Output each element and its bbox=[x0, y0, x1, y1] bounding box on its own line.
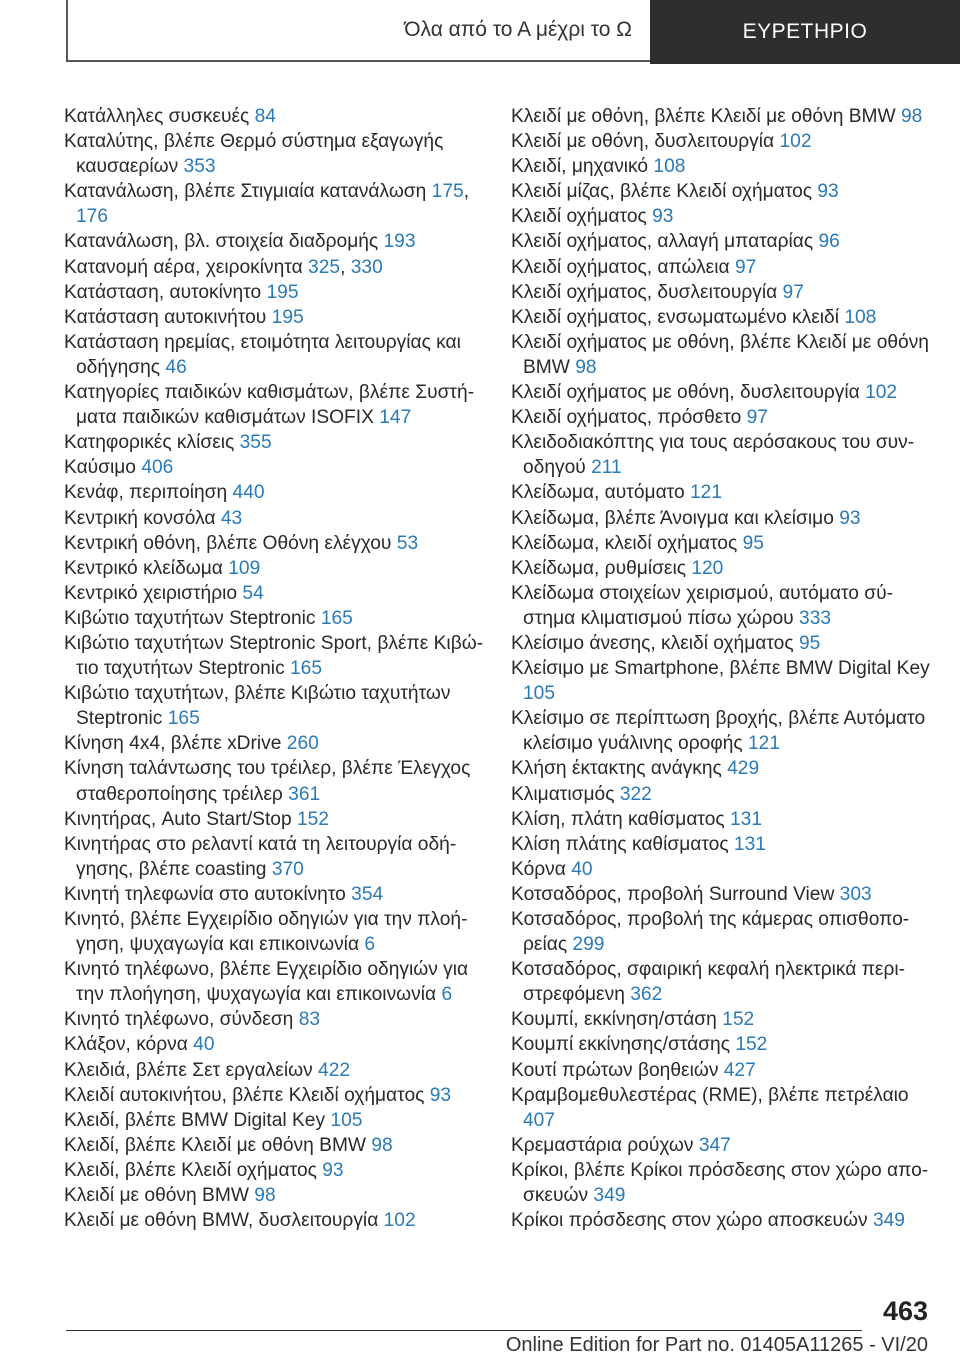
page-reference-link[interactable]: 108 bbox=[653, 156, 686, 178]
index-entry-label: Κλειδί οχήματος με οθόνη, βλέπε Κλειδί με οθόνη BMW bbox=[511, 331, 929, 378]
index-entry bbox=[64, 1208, 484, 1233]
index-entry-label: Κατανομή αέρα, χειροκίνητα bbox=[64, 256, 303, 278]
page-reference-link[interactable]: 152 bbox=[722, 1009, 755, 1031]
index-entry bbox=[511, 1032, 931, 1057]
index-entry bbox=[64, 556, 484, 581]
page-reference-link[interactable]: 333 bbox=[799, 607, 832, 629]
index-entry bbox=[511, 857, 931, 882]
page-reference-link[interactable]: 361 bbox=[288, 783, 321, 805]
page-reference-link[interactable]: 97 bbox=[746, 407, 768, 429]
index-column-left bbox=[64, 104, 484, 1233]
index-entry-label: Κλειδί οχήματος, αλλαγή μπαταρίας bbox=[511, 231, 814, 253]
page-reference-link[interactable]: 84 bbox=[254, 106, 276, 127]
index-entry-label: Κλειδί οχήματος bbox=[511, 206, 647, 228]
page-reference-link[interactable]: 303 bbox=[839, 883, 872, 905]
index-entry bbox=[64, 1007, 484, 1032]
page-reference-link[interactable]: 353 bbox=[183, 156, 216, 178]
index-entry-label: Κλειδί, μηχανικό bbox=[511, 156, 649, 178]
index-entry bbox=[511, 480, 931, 505]
index-entry bbox=[64, 756, 484, 806]
page-header bbox=[66, 0, 960, 62]
index-entry bbox=[64, 330, 484, 380]
page-reference-link[interactable]: 175 bbox=[431, 181, 464, 203]
index-entry bbox=[64, 455, 484, 480]
index-entry-label: Κλείδωμα, ρυθμίσεις bbox=[511, 557, 686, 579]
chapter-tab[interactable]: ΕΥΡΕΤΗΡΙΟ bbox=[650, 0, 960, 64]
index-entry-label: Κλείσιμο με Smartphone, βλέπε BMW Digital Key bbox=[511, 658, 930, 680]
index-entry-label: Κατάλληλες συσκευές bbox=[64, 106, 250, 127]
index-entry-label: Κλειδί οχήματος, πρόσθετο bbox=[511, 407, 742, 429]
index-entry-label: Κουμπί, εκκίνηση/στάση bbox=[511, 1009, 717, 1031]
page-reference-link[interactable]: 131 bbox=[733, 833, 766, 855]
page-reference-link[interactable]: 53 bbox=[396, 532, 419, 554]
page-reference-link[interactable]: 347 bbox=[698, 1134, 731, 1156]
index-entry-label: Κλειδοδιακόπτης για τους αερόσακους του συνοδηγού bbox=[511, 432, 915, 479]
page-reference-link[interactable]: 6 bbox=[364, 934, 376, 956]
page-reference-link[interactable]: 93 bbox=[652, 206, 674, 228]
index-entry bbox=[64, 229, 484, 254]
index-entry-label: Κλιματισμός bbox=[511, 783, 615, 805]
index-entry-label: Κλειδιά, βλέπε Σετ εργαλείων bbox=[64, 1059, 313, 1081]
index-entry-label: Κλειδί με οθόνη BMW bbox=[64, 1185, 249, 1207]
index-entry bbox=[511, 1058, 931, 1083]
page-reference-link[interactable]: 299 bbox=[572, 934, 605, 956]
index-entry-label: Κλήση έκτακτης ανάγκης bbox=[511, 758, 722, 780]
index-entry bbox=[511, 154, 931, 179]
page-reference-link[interactable]: 422 bbox=[318, 1059, 351, 1081]
page-reference-link[interactable]: 349 bbox=[593, 1185, 626, 1207]
index-entry bbox=[511, 380, 931, 405]
index-entry-label: Κατανάλωση, βλ. στοιχεία διαδρομής bbox=[64, 231, 379, 253]
index-entry bbox=[511, 405, 931, 430]
index-entry: Κατανομή αέρα, χειροκίνητα 325, 330 bbox=[64, 256, 383, 278]
page-reference-link[interactable]: 427 bbox=[723, 1059, 756, 1081]
index-entry bbox=[511, 957, 931, 1007]
page-reference-link[interactable]: 97 bbox=[734, 256, 757, 278]
page-reference-link[interactable]: 325 bbox=[308, 256, 341, 278]
index-entry bbox=[511, 531, 931, 556]
section-title: Όλα από το Α μέχρι το Ω bbox=[66, 0, 650, 62]
page-reference-link[interactable]: 105 bbox=[330, 1109, 363, 1131]
index-entry: Κατανάλωση, βλέπε Στιγμιαία κατανάλωση 175, 176 bbox=[64, 181, 470, 228]
page-reference-link[interactable]: 93 bbox=[817, 181, 839, 203]
page-reference-link[interactable]: 98 bbox=[575, 356, 597, 378]
index-entry-label: Κλειδί, βλέπε BMW Digital Key bbox=[64, 1109, 326, 1131]
index-entry-label: Κιβώτιο ταχυτήτων, βλέπε Κιβώτιο ταχυτήτων Steptronic bbox=[64, 683, 451, 730]
index-entry-label: Κινητήρας στο ρελαντί κατά τη λειτουργία οδήγησης, βλέπε coasting bbox=[64, 833, 457, 880]
page-reference-link[interactable]: 195 bbox=[271, 306, 304, 328]
index-entry bbox=[511, 581, 931, 631]
page-reference-link[interactable]: 40 bbox=[193, 1034, 215, 1056]
page-reference-link[interactable]: 406 bbox=[141, 457, 174, 479]
index-entry-label: Κινητήρας, Auto Start/Stop bbox=[64, 808, 292, 830]
index-entry-label: Κλείσιμο σε περίπτωση βροχής, βλέπε Αυτόματο κλείσιμο γυάλινης οροφής bbox=[511, 708, 926, 755]
edition-footer: Online Edition for Part no. 01405A11265 - VI/20 bbox=[505, 1334, 928, 1356]
index-entry-label: Κόρνα bbox=[511, 858, 566, 880]
page-reference-link[interactable]: 6 bbox=[441, 984, 453, 1006]
index-entry bbox=[511, 907, 931, 957]
page-reference-link[interactable]: 43 bbox=[220, 507, 243, 529]
index-entry bbox=[511, 1007, 931, 1032]
index-entry-label: Κλειδί με οθόνη BMW, δυσλειτουργία bbox=[64, 1210, 379, 1232]
footer-divider bbox=[66, 1330, 862, 1331]
page-reference-link[interactable]: 147 bbox=[379, 407, 412, 429]
index-entry bbox=[64, 280, 484, 305]
index-entry-label: Κατηγορίες παιδικών καθισμάτων, βλέπε Συστήματα παιδικών καθισμάτων ISOFIX bbox=[64, 382, 475, 429]
index-entry bbox=[511, 280, 931, 305]
index-entry bbox=[64, 681, 484, 731]
index-entry bbox=[511, 229, 931, 254]
page-reference-link[interactable]: 120 bbox=[691, 557, 724, 579]
index-entry bbox=[511, 556, 931, 581]
index-entry-label: Κατάσταση αυτοκινήτου bbox=[64, 306, 267, 328]
index-entry-label: Κρίκοι, βλέπε Κρίκοι πρόσδεσης στον χώρο αποσκευών bbox=[511, 1159, 929, 1207]
page-reference-link[interactable]: 95 bbox=[742, 532, 764, 554]
index-entry-label: Κρίκοι πρόσδεσης στον χώρο αποσκευών bbox=[511, 1210, 868, 1232]
index-entry bbox=[64, 631, 484, 681]
index-entry-label: Κλειδί, βλέπε Κλειδί με οθόνη BMW bbox=[64, 1134, 367, 1156]
page-reference-link[interactable]: 96 bbox=[818, 231, 840, 253]
page-reference-link[interactable]: 105 bbox=[523, 683, 556, 705]
index-entry-label: Κατανάλωση, βλέπε Στιγμιαία κατανάλωση bbox=[64, 181, 427, 203]
index-entry bbox=[64, 480, 484, 505]
index-entry-label: Κλειδί με οθόνη, βλέπε Κλειδί με οθόνη BMW bbox=[511, 106, 896, 127]
page-reference-link[interactable]: 83 bbox=[298, 1009, 321, 1031]
index-entry-label: Κουτί πρώτων βοηθειών bbox=[511, 1059, 719, 1081]
index-entry-label: Κλειδί οχήματος, δυσλειτουργία bbox=[511, 281, 778, 303]
index-entry bbox=[511, 782, 931, 807]
index-entry bbox=[511, 706, 931, 756]
page-reference-link[interactable]: 349 bbox=[872, 1210, 905, 1232]
page-reference-link[interactable]: 97 bbox=[782, 281, 804, 303]
index-entry bbox=[64, 506, 484, 531]
index-entry-label: Κενάφ, περιποίηση bbox=[64, 482, 228, 504]
index-entry-label: Κοτσαδόρος, προβολή της κάμερας οπισθοπορείας bbox=[511, 909, 910, 956]
index-entry-label: Κατάσταση, αυτοκίνητο bbox=[64, 281, 262, 303]
index-entry-label: Κλάξον, κόρνα bbox=[64, 1034, 188, 1056]
index-entry-label: Κρεμαστάρια ρούχων bbox=[511, 1134, 694, 1156]
page-reference-link[interactable]: 109 bbox=[228, 557, 261, 579]
page-reference-link[interactable]: 440 bbox=[232, 482, 265, 504]
page-reference-link[interactable]: 40 bbox=[571, 858, 593, 880]
index-entry bbox=[511, 179, 931, 204]
index-entry bbox=[64, 531, 484, 556]
index-entry bbox=[511, 656, 931, 706]
index-entry bbox=[64, 882, 484, 907]
page-reference-link[interactable]: 121 bbox=[690, 482, 723, 504]
index-entry-label: Κίνηση 4x4, βλέπε xDrive bbox=[64, 733, 282, 755]
index-entry bbox=[511, 756, 931, 781]
index-entry-label: Κλείδωμα, βλέπε Άνοιγμα και κλείσιμο bbox=[511, 507, 834, 529]
index-entry-label: Κεντρική κονσόλα bbox=[64, 507, 216, 529]
index-entry-label: Κλειδί μίζας, βλέπε Κλειδί οχήματος bbox=[511, 181, 813, 203]
page-reference-link[interactable]: 98 bbox=[254, 1185, 276, 1207]
index-entry bbox=[64, 1083, 484, 1108]
page-reference-link[interactable]: 193 bbox=[383, 231, 416, 253]
index-entry-label: Κουμπί εκκίνησης/στάσης bbox=[511, 1034, 730, 1056]
page-reference-link[interactable]: 152 bbox=[296, 808, 329, 830]
index-entry-label: Κλειδί οχήματος, ενσωματωμένο κλειδί bbox=[511, 306, 839, 328]
index-entry bbox=[64, 380, 484, 430]
page-reference-link[interactable]: 407 bbox=[523, 1109, 556, 1131]
page-reference-link[interactable]: 102 bbox=[779, 131, 812, 153]
index-entry bbox=[64, 1032, 484, 1057]
page-reference-link[interactable]: 322 bbox=[619, 783, 652, 805]
page-reference-link[interactable]: 370 bbox=[271, 858, 304, 880]
page-reference-link[interactable]: 102 bbox=[383, 1210, 416, 1232]
page-reference-link[interactable]: 211 bbox=[591, 457, 622, 479]
page-reference-link[interactable]: 362 bbox=[630, 984, 663, 1006]
index-entry bbox=[511, 330, 931, 380]
page-reference-link[interactable]: 429 bbox=[727, 758, 760, 780]
page-reference-link[interactable]: 46 bbox=[165, 356, 187, 378]
page-reference-link[interactable]: 102 bbox=[865, 382, 898, 404]
page-reference-link[interactable]: 131 bbox=[730, 808, 763, 830]
index-entry-label: Κινητό τηλέφωνο, βλέπε Εγχειρίδιο οδηγιών για την πλοήγηση, ψυχαγωγία και επικοινωνία bbox=[64, 959, 469, 1006]
page-reference-link[interactable]: 195 bbox=[266, 281, 299, 303]
index-entry bbox=[511, 305, 931, 330]
index-entry-label: Κλίση, πλάτη καθίσματος bbox=[511, 808, 725, 830]
page-reference-link[interactable]: 54 bbox=[242, 582, 264, 604]
page-reference-link[interactable]: 93 bbox=[322, 1159, 344, 1181]
page-reference-link[interactable]: 165 bbox=[167, 708, 200, 730]
page-reference-link[interactable]: 355 bbox=[239, 432, 272, 454]
page-reference-link[interactable]: 165 bbox=[320, 607, 353, 629]
index-entry bbox=[511, 104, 931, 129]
index-entry-label: Κλείδωμα στοιχείων χειρισμού, αυτόματο σύστημα κλιματισμού πίσω χώρου bbox=[511, 582, 894, 629]
index-entry-label: Κοτσαδόρος, προβολή Surround View bbox=[511, 883, 835, 905]
index-entry bbox=[511, 430, 931, 480]
index-entry bbox=[511, 882, 931, 907]
index-entry bbox=[64, 832, 484, 882]
index-entry-label: Κεντρικό χειριστήριο bbox=[64, 582, 238, 604]
page-reference-link[interactable]: 108 bbox=[844, 306, 877, 328]
index-entry-label: Κεντρικό κλείδωμα bbox=[64, 557, 223, 579]
page-reference-link[interactable]: 354 bbox=[351, 883, 384, 905]
index-entry bbox=[64, 907, 484, 957]
index-entry-label: Κινητή τηλεφωνία στο αυτοκίνητο bbox=[64, 883, 346, 905]
index-entry bbox=[64, 104, 484, 129]
index-entry bbox=[511, 832, 931, 857]
index-entry bbox=[64, 731, 484, 756]
page-reference-link[interactable]: 98 bbox=[900, 106, 923, 127]
index-entry bbox=[511, 1208, 931, 1233]
index-entry-label: Καύσιμο bbox=[64, 457, 136, 479]
index-entry-label: Κλειδί οχήματος, απώλεια bbox=[511, 256, 730, 278]
index-entry-label: Κοτσαδόρος, σφαιρική κεφαλή ηλεκτρικά περιστρεφόμενη bbox=[511, 959, 906, 1006]
index-entry bbox=[511, 631, 931, 656]
index-entry bbox=[511, 255, 931, 280]
index-entry-label: Κλειδί, βλέπε Κλειδί οχήματος bbox=[64, 1159, 317, 1181]
index-entry bbox=[511, 506, 931, 531]
index-entry-label: Κατάσταση ηρεμίας, ετοιμότητα λειτουργίας και οδήγησης bbox=[64, 331, 461, 378]
index-entry-label: Κλειδί αυτοκινήτου, βλέπε Κλειδί οχήματος bbox=[64, 1084, 425, 1106]
index-entry bbox=[511, 129, 931, 154]
index-entry bbox=[64, 957, 484, 1007]
index-entry bbox=[511, 807, 931, 832]
page-reference-link[interactable]: 330 bbox=[350, 256, 383, 278]
page-reference-link[interactable]: 165 bbox=[290, 658, 323, 680]
page-reference-link[interactable]: 260 bbox=[286, 733, 319, 755]
index-entry bbox=[64, 606, 484, 631]
index-entry-label: Κιβώτιο ταχυτήτων Steptronic Sport, βλέπε Κιβώτιο ταχυτήτων Steptronic bbox=[64, 632, 484, 680]
index-entry-label: Κινητό τηλέφωνο, σύνδεση bbox=[64, 1009, 294, 1031]
index-entry bbox=[511, 1083, 931, 1133]
index-entry-label: Κεντρική οθόνη, βλέπε Οθόνη ελέγχου bbox=[64, 532, 392, 554]
index-entry bbox=[511, 1158, 931, 1208]
page-reference-link[interactable]: 93 bbox=[839, 507, 861, 529]
index-entry bbox=[64, 1058, 484, 1083]
index-entry-label: Κλείσιμο άνεσης, κλειδί οχήματος bbox=[511, 632, 794, 654]
page-reference-link[interactable]: 95 bbox=[798, 632, 821, 654]
index-entry bbox=[64, 581, 484, 606]
page-reference-link[interactable]: 98 bbox=[371, 1134, 393, 1156]
page-reference-link[interactable]: 152 bbox=[735, 1034, 768, 1056]
index-entry bbox=[64, 305, 484, 330]
index-entry bbox=[64, 807, 484, 832]
index-column-right bbox=[511, 104, 931, 1233]
index-entry bbox=[64, 1183, 484, 1208]
index-entry-label: Κινητό, βλέπε Εγχειρίδιο οδηγιών για την πλοήγηση, ψυχαγωγία και επικοινωνία bbox=[64, 909, 468, 956]
index-entry-label: Κλείδωμα, κλειδί οχήματος bbox=[511, 532, 738, 554]
index-entry-label: Καταλύτης, βλέπε Θερμό σύστημα εξαγωγής καυσαερίων bbox=[64, 131, 444, 178]
index-entry bbox=[511, 204, 931, 229]
index-entry-label: Κλίση πλάτης καθίσματος bbox=[511, 833, 729, 855]
index-entry bbox=[64, 1158, 484, 1183]
page-reference-link[interactable]: 93 bbox=[429, 1084, 452, 1106]
index-entry-label: Κλειδί οχήματος με οθόνη, δυσλειτουργία bbox=[511, 382, 860, 404]
index-entry-label: Κραμβομεθυλεστέρας (RME), βλέπε πετρέλαιο bbox=[511, 1084, 909, 1106]
index-entry-label: Κλειδί με οθόνη, δυσλειτουργία bbox=[511, 131, 775, 153]
index-entry bbox=[511, 1133, 931, 1158]
index-entry-label: Κιβώτιο ταχυτήτων Steptronic bbox=[64, 607, 316, 629]
index-entry bbox=[64, 129, 484, 179]
index-entry bbox=[64, 430, 484, 455]
index-entry-label: Κατηφορικές κλίσεις bbox=[64, 432, 235, 454]
page-reference-link[interactable]: 121 bbox=[748, 733, 781, 755]
page-number: 463 bbox=[882, 1296, 928, 1326]
page-reference-link[interactable]: 176 bbox=[76, 206, 109, 228]
index-entry bbox=[64, 1108, 484, 1133]
index-entry-label: Κίνηση ταλάντωσης του τρέιλερ, βλέπε Έλεγχος σταθεροποίησης τρέιλερ bbox=[64, 758, 471, 805]
index-entry bbox=[64, 1133, 484, 1158]
index-entry-label: Κλείδωμα, αυτόματο bbox=[511, 482, 685, 504]
